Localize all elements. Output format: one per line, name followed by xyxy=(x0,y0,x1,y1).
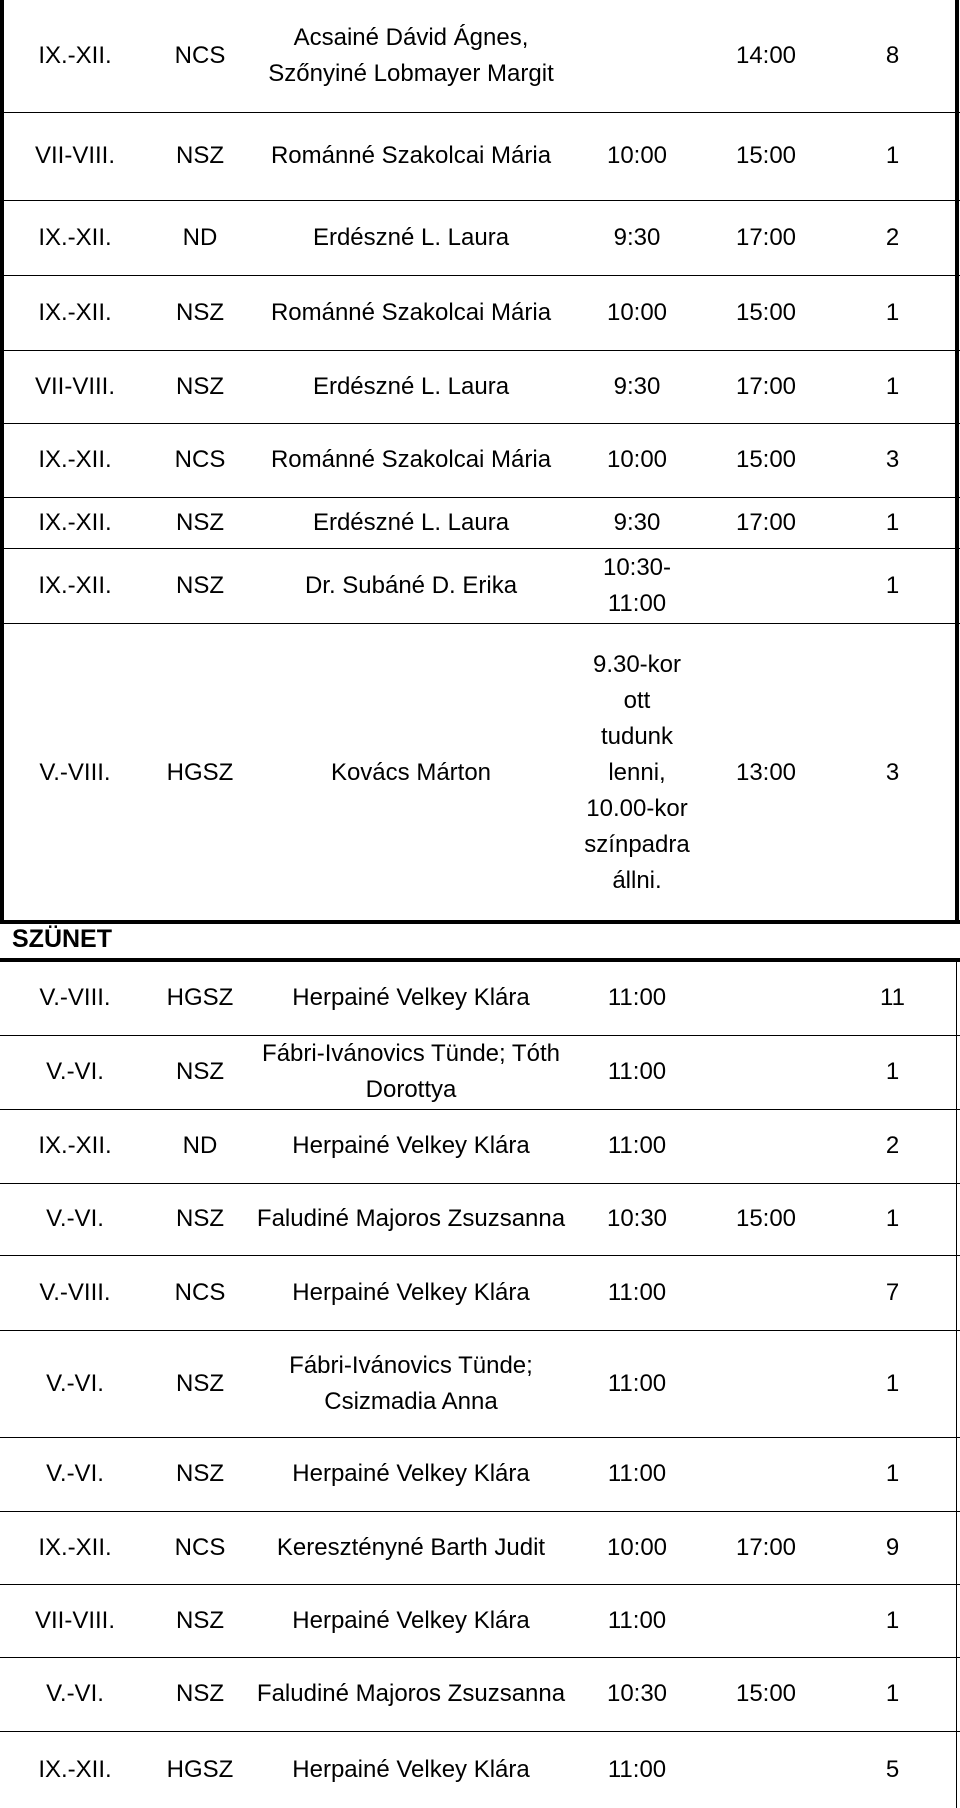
count-text: 1 xyxy=(885,372,900,400)
arrival-time-text: 10:30 xyxy=(606,1205,668,1232)
category-text: NSZ xyxy=(176,298,224,326)
teacher-text: Dr. Subáné D. Erika xyxy=(304,571,518,599)
arrival-time-cell xyxy=(572,1584,702,1657)
category-text: NSZ xyxy=(176,1680,224,1707)
category-text: NCS xyxy=(174,446,226,473)
arrival-time-cell xyxy=(572,1183,702,1255)
end-time-cell xyxy=(702,1731,830,1808)
arrival-time-cell xyxy=(572,623,702,922)
category-cell xyxy=(150,423,250,497)
row-divider xyxy=(0,1255,960,1256)
end-time-text: 15:00 xyxy=(735,142,797,169)
teacher-cell xyxy=(250,200,572,275)
category-text: ND xyxy=(182,223,218,251)
category-cell xyxy=(150,1183,250,1255)
teacher-text: Fábri-Ivánovics Tünde; Csizmadia Anna xyxy=(289,1351,533,1415)
end-time-text: 17:00 xyxy=(735,372,797,400)
grade-text: IX.-XII. xyxy=(38,571,112,599)
table-row xyxy=(0,1183,960,1255)
end-time-cell xyxy=(702,548,830,623)
end-time-text: 15:00 xyxy=(735,446,797,473)
column-border xyxy=(955,0,959,922)
category-text: ND xyxy=(182,1132,218,1159)
end-time-cell xyxy=(702,623,830,922)
teacher-text: Herpainé Velkey Klára xyxy=(292,1460,530,1487)
teacher-text: Fábri-Ivánovics Tünde; Tóth Dorottya xyxy=(262,1040,560,1103)
grade-cell xyxy=(0,275,150,350)
teacher-cell xyxy=(250,1511,572,1584)
arrival-time-cell xyxy=(572,548,702,623)
table-row xyxy=(0,497,960,548)
count-cell xyxy=(830,1109,955,1183)
teacher-text: Acsainé Dávid Ágnes, Szőnyiné Lobmayer Margit xyxy=(268,24,554,87)
category-cell xyxy=(150,1437,250,1511)
count-text: 1 xyxy=(885,1606,900,1634)
teacher-cell xyxy=(250,1437,572,1511)
teacher-cell xyxy=(250,548,572,623)
arrival-time-cell xyxy=(572,200,702,275)
end-time-cell xyxy=(702,1437,830,1511)
count-text: 9 xyxy=(885,1533,900,1561)
teacher-text: Herpainé Velkey Klára xyxy=(292,1278,530,1306)
arrival-time-text: 11:00 xyxy=(607,983,667,1011)
category-text: NSZ xyxy=(176,142,224,169)
grade-cell xyxy=(0,1731,150,1808)
grade-cell xyxy=(0,960,150,1035)
row-divider xyxy=(0,350,960,351)
grade-text: IX.-XII. xyxy=(38,446,112,473)
arrival-time-text: 11:00 xyxy=(607,1132,667,1159)
category-cell xyxy=(150,623,250,922)
category-text: NSZ xyxy=(176,508,224,536)
arrival-time-cell xyxy=(572,275,702,350)
category-text: NSZ xyxy=(176,1369,224,1397)
end-time-cell xyxy=(702,275,830,350)
grade-text: IX.-XII. xyxy=(38,508,112,536)
end-time-cell xyxy=(702,1183,830,1255)
row-divider xyxy=(0,623,960,624)
grade-text: IX.-XII. xyxy=(38,1533,112,1561)
row-divider xyxy=(0,497,960,498)
section-divider xyxy=(0,958,960,962)
grade-cell xyxy=(0,623,150,922)
grade-text: IX.-XII. xyxy=(38,298,112,326)
grade-cell xyxy=(0,0,150,112)
category-text: NSZ xyxy=(176,372,224,400)
arrival-time-cell xyxy=(572,1731,702,1808)
grade-text: V.-VI. xyxy=(46,1680,104,1707)
teacher-text: Herpainé Velkey Klára xyxy=(292,1606,530,1634)
arrival-time-text: 11:00 xyxy=(607,1369,667,1397)
arrival-time-cell xyxy=(572,112,702,200)
category-cell xyxy=(150,1255,250,1330)
end-time-text: 14:00 xyxy=(735,42,797,69)
grade-text: V.-VIII. xyxy=(39,983,111,1011)
arrival-time-text: 11:00 xyxy=(607,1606,667,1634)
table-row xyxy=(0,423,960,497)
count-text: 1 xyxy=(885,1680,900,1707)
teacher-cell xyxy=(250,112,572,200)
grade-text: VII-VIII. xyxy=(34,372,115,400)
count-text: 1 xyxy=(885,142,900,169)
end-time-cell xyxy=(702,1657,830,1731)
arrival-time-text: 10:30- 11:00 xyxy=(602,553,672,617)
arrival-time-text: 10:00 xyxy=(606,142,668,169)
teacher-text: Erdészné L. Laura xyxy=(312,508,510,536)
teacher-text: Kovács Márton xyxy=(330,758,492,786)
end-time-cell xyxy=(702,497,830,548)
grade-cell xyxy=(0,112,150,200)
count-text: 1 xyxy=(885,1058,900,1085)
row-divider xyxy=(0,1035,960,1036)
category-text: NCS xyxy=(174,1533,226,1561)
teacher-cell xyxy=(250,1584,572,1657)
grade-text: V.-VI. xyxy=(46,1058,104,1085)
table-row xyxy=(0,112,960,200)
end-time-text: 15:00 xyxy=(735,1680,797,1707)
arrival-time-text: 10:30 xyxy=(606,1680,668,1707)
row-divider xyxy=(0,1109,960,1110)
teacher-text: Herpainé Velkey Klára xyxy=(292,983,530,1011)
count-cell xyxy=(830,0,955,112)
teacher-cell xyxy=(250,497,572,548)
count-text: 2 xyxy=(885,1132,900,1159)
table-row xyxy=(0,1731,960,1808)
end-time-cell xyxy=(702,0,830,112)
grade-cell xyxy=(0,497,150,548)
grade-cell xyxy=(0,200,150,275)
arrival-time-text: 9:30 xyxy=(613,372,661,400)
category-cell xyxy=(150,1330,250,1437)
category-text: HGSZ xyxy=(166,1755,234,1783)
row-divider xyxy=(0,275,960,276)
count-text: 8 xyxy=(885,42,900,69)
arrival-time-text: 11:00 xyxy=(607,1058,667,1085)
count-text: 2 xyxy=(885,223,900,251)
arrival-time-cell xyxy=(572,1511,702,1584)
arrival-time-cell xyxy=(572,423,702,497)
count-text: 1 xyxy=(885,298,900,326)
arrival-time-text: 11:00 xyxy=(607,1755,667,1783)
grade-cell xyxy=(0,423,150,497)
grade-text: IX.-XII. xyxy=(38,223,112,251)
teacher-cell xyxy=(250,1183,572,1255)
end-time-cell xyxy=(702,112,830,200)
arrival-time-text: 9:30 xyxy=(613,508,661,536)
teacher-text: Herpainé Velkey Klára xyxy=(292,1755,530,1783)
arrival-time-cell xyxy=(572,497,702,548)
arrival-time-text: 10:00 xyxy=(606,1533,668,1561)
category-cell xyxy=(150,1731,250,1808)
arrival-time-cell xyxy=(572,960,702,1035)
grade-cell xyxy=(0,1035,150,1109)
teacher-cell xyxy=(250,1731,572,1808)
row-divider xyxy=(0,1511,960,1512)
table-row xyxy=(0,200,960,275)
grade-cell xyxy=(0,1584,150,1657)
grade-text: V.-VIII. xyxy=(39,1278,111,1306)
grade-cell xyxy=(0,1183,150,1255)
teacher-text: Faludiné Majoros Zsuzsanna xyxy=(256,1680,566,1707)
category-text: NSZ xyxy=(176,1205,224,1232)
end-time-text: 17:00 xyxy=(735,1533,797,1561)
row-divider xyxy=(0,200,960,201)
grade-text: V.-VIII. xyxy=(39,758,111,786)
teacher-text: Románné Szakolcai Mária xyxy=(270,298,552,326)
category-text: NSZ xyxy=(176,1606,224,1634)
category-cell xyxy=(150,960,250,1035)
count-cell xyxy=(830,112,955,200)
grade-text: V.-VI. xyxy=(46,1205,104,1232)
teacher-text: Erdészné L. Laura xyxy=(312,372,510,400)
table-row xyxy=(0,350,960,423)
teacher-text: Keresztényné Barth Judit xyxy=(276,1533,546,1561)
end-time-cell xyxy=(702,1511,830,1584)
arrival-time-text: 9:30 xyxy=(613,223,661,251)
grade-text: IX.-XII. xyxy=(38,42,112,69)
teacher-text: Faludiné Majoros Zsuzsanna xyxy=(256,1205,566,1232)
end-time-text: 15:00 xyxy=(735,1205,797,1232)
row-divider xyxy=(0,423,960,424)
count-cell xyxy=(830,1035,955,1109)
arrival-time-text: 9.30-kor ott tudunk lenni, 10.00-kor színpadra állni. xyxy=(584,650,690,894)
end-time-cell xyxy=(702,960,830,1035)
end-time-text: 17:00 xyxy=(735,223,797,251)
column-border xyxy=(956,960,957,1808)
category-cell xyxy=(150,1584,250,1657)
count-cell xyxy=(830,1330,955,1437)
table-row xyxy=(0,623,960,922)
count-text: 1 xyxy=(885,1369,900,1397)
end-time-cell xyxy=(702,350,830,423)
count-cell xyxy=(830,423,955,497)
section-divider xyxy=(0,920,960,924)
count-cell xyxy=(830,1437,955,1511)
count-text: 5 xyxy=(885,1755,900,1783)
end-time-cell xyxy=(702,1109,830,1183)
grade-cell xyxy=(0,1437,150,1511)
row-divider xyxy=(0,548,960,549)
table-row xyxy=(0,275,960,350)
row-divider xyxy=(0,1657,960,1658)
table-row xyxy=(0,1330,960,1437)
category-cell xyxy=(150,548,250,623)
column-border xyxy=(0,0,4,922)
arrival-time-text: 10:00 xyxy=(606,298,668,326)
teacher-cell xyxy=(250,1330,572,1437)
teacher-cell xyxy=(250,423,572,497)
teacher-cell xyxy=(250,0,572,112)
category-cell xyxy=(150,497,250,548)
count-cell xyxy=(830,1183,955,1255)
count-text: 3 xyxy=(885,758,900,786)
arrival-time-text: 11:00 xyxy=(607,1460,667,1487)
end-time-text: 13:00 xyxy=(735,758,797,786)
count-cell xyxy=(830,1657,955,1731)
end-time-cell xyxy=(702,423,830,497)
row-divider xyxy=(0,1183,960,1184)
teacher-cell xyxy=(250,1035,572,1109)
count-cell xyxy=(830,497,955,548)
count-cell xyxy=(830,275,955,350)
count-cell xyxy=(830,1584,955,1657)
row-divider xyxy=(0,1330,960,1331)
count-text: 1 xyxy=(885,1205,900,1232)
category-text: HGSZ xyxy=(166,983,234,1011)
arrival-time-cell xyxy=(572,1657,702,1731)
arrival-time-cell xyxy=(572,1035,702,1109)
table-row xyxy=(0,1657,960,1731)
count-cell xyxy=(830,200,955,275)
end-time-cell xyxy=(702,1584,830,1657)
teacher-cell xyxy=(250,1657,572,1731)
row-divider xyxy=(0,1437,960,1438)
category-text: NCS xyxy=(174,42,226,69)
arrival-time-cell xyxy=(572,1109,702,1183)
table-row xyxy=(0,548,960,623)
arrival-time-text: 10:00 xyxy=(606,446,668,473)
teacher-cell xyxy=(250,275,572,350)
teacher-cell xyxy=(250,1255,572,1330)
category-cell xyxy=(150,275,250,350)
table-row xyxy=(0,1109,960,1183)
table-row xyxy=(0,1035,960,1109)
teacher-text: Románné Szakolcai Mária xyxy=(270,142,552,169)
table-row xyxy=(0,0,960,112)
end-time-text: 15:00 xyxy=(735,298,797,326)
arrival-time-cell xyxy=(572,1437,702,1511)
row-divider xyxy=(0,112,960,113)
grade-text: IX.-XII. xyxy=(38,1132,112,1159)
grade-cell xyxy=(0,548,150,623)
grade-cell xyxy=(0,1255,150,1330)
grade-text: VII-VIII. xyxy=(34,1606,115,1634)
break-label: SZÜNET xyxy=(12,925,112,953)
count-cell xyxy=(830,1731,955,1808)
grade-text: V.-VI. xyxy=(46,1369,104,1397)
grade-cell xyxy=(0,350,150,423)
grade-cell xyxy=(0,1330,150,1437)
count-text: 11 xyxy=(880,983,905,1011)
count-text: 1 xyxy=(885,1460,900,1487)
table-row xyxy=(0,1511,960,1584)
grade-text: VII-VIII. xyxy=(34,142,115,169)
teacher-text: Románné Szakolcai Mária xyxy=(270,446,552,473)
category-cell xyxy=(150,1657,250,1731)
category-text: NCS xyxy=(174,1278,226,1306)
category-cell xyxy=(150,200,250,275)
category-cell xyxy=(150,1109,250,1183)
grade-text: IX.-XII. xyxy=(38,1755,112,1783)
count-text: 7 xyxy=(885,1278,900,1306)
teacher-cell xyxy=(250,1109,572,1183)
end-time-cell xyxy=(702,200,830,275)
category-cell xyxy=(150,1035,250,1109)
count-cell xyxy=(830,350,955,423)
row-divider xyxy=(0,1584,960,1585)
table-row xyxy=(0,960,960,1035)
arrival-time-cell xyxy=(572,0,702,112)
count-cell xyxy=(830,1511,955,1584)
arrival-time-text: 11:00 xyxy=(607,1278,667,1306)
table-row xyxy=(0,1255,960,1330)
category-cell xyxy=(150,1511,250,1584)
teacher-cell xyxy=(250,350,572,423)
end-time-cell xyxy=(702,1330,830,1437)
table-row xyxy=(0,1584,960,1657)
category-cell xyxy=(150,0,250,112)
arrival-time-cell xyxy=(572,1255,702,1330)
arrival-time-cell xyxy=(572,1330,702,1437)
end-time-text: 17:00 xyxy=(735,508,797,536)
count-cell xyxy=(830,623,955,922)
category-cell xyxy=(150,350,250,423)
category-text: NSZ xyxy=(176,1058,224,1085)
category-text: NSZ xyxy=(176,571,224,599)
grade-cell xyxy=(0,1657,150,1731)
teacher-text: Herpainé Velkey Klára xyxy=(292,1132,530,1159)
category-text: HGSZ xyxy=(166,758,234,786)
category-text: NSZ xyxy=(176,1460,224,1487)
teacher-cell xyxy=(250,623,572,922)
teacher-text: Erdészné L. Laura xyxy=(312,223,510,251)
grade-cell xyxy=(0,1511,150,1584)
table-row xyxy=(0,1437,960,1511)
end-time-cell xyxy=(702,1255,830,1330)
end-time-cell xyxy=(702,1035,830,1109)
grade-cell xyxy=(0,1109,150,1183)
arrival-time-cell xyxy=(572,350,702,423)
category-cell xyxy=(150,112,250,200)
row-divider xyxy=(0,1731,960,1732)
grade-text: V.-VI. xyxy=(46,1460,104,1487)
count-cell xyxy=(830,1255,955,1330)
count-text: 3 xyxy=(885,446,900,473)
count-cell xyxy=(830,548,955,623)
count-text: 1 xyxy=(885,508,900,536)
teacher-cell xyxy=(250,960,572,1035)
count-cell xyxy=(830,960,955,1035)
count-text: 1 xyxy=(885,571,900,599)
